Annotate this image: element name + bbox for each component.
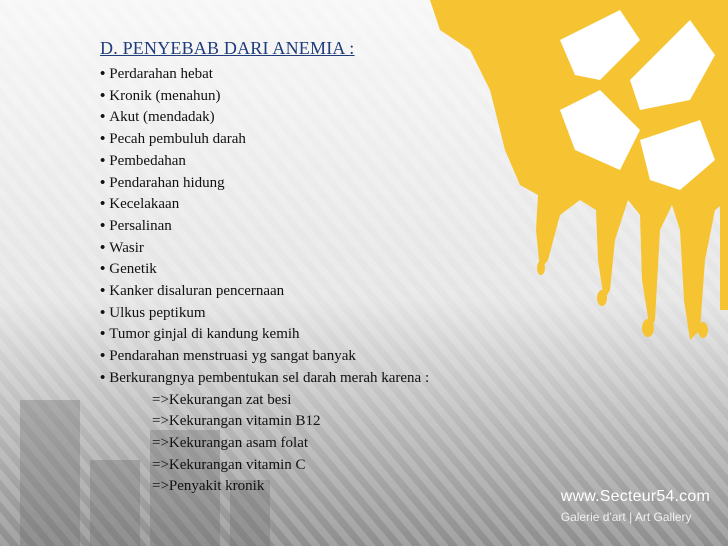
sub-list-item: =>Kekurangan asam folat (152, 434, 309, 451)
sub-list-item: =>Kekurangan zat besi (152, 391, 292, 408)
list-item: • Pembedahan (100, 152, 186, 169)
brand-tagline: Galerie d'art | Art Gallery (560, 510, 692, 524)
sub-cause-list (100, 390, 429, 499)
list-item: • Akut (mendadak) (100, 109, 215, 126)
list-item: • Berkurangnya pembentukan sel darah merah karena : (100, 369, 430, 386)
brand-footer (561, 488, 710, 524)
slide-title: D. PENYEBAB DARI ANEMIA : (100, 38, 355, 58)
list-item: • Genetik (100, 261, 157, 278)
list-item: • Ulkus peptikum (100, 304, 206, 321)
list-item: • Kronik (menahun) (100, 87, 221, 104)
list-item: • Pecah pembuluh darah (100, 131, 246, 148)
list-item: • Pendarahan menstruasi yg sangat banyak (100, 348, 356, 365)
sub-list-item: =>Kekurangan vitamin C (152, 456, 306, 473)
cause-list (100, 64, 429, 390)
slide-content (100, 36, 429, 498)
list-item: • Perdarahan hebat (100, 66, 213, 82)
sub-list-item: =>Kekurangan vitamin B12 (152, 413, 321, 430)
list-item: • Tumor ginjal di kandung kemih (100, 326, 300, 343)
brand-url: www.Secteur54.com (560, 488, 710, 505)
list-item: • Wasir (100, 239, 144, 256)
sub-list-item: =>Penyakit kronik (152, 478, 265, 495)
list-item: • Kanker disaluran pencernaan (100, 283, 285, 300)
list-item: • Persalinan (100, 217, 172, 234)
list-item: • Pendarahan hidung (100, 174, 225, 191)
list-item: • Kecelakaan (100, 196, 180, 213)
